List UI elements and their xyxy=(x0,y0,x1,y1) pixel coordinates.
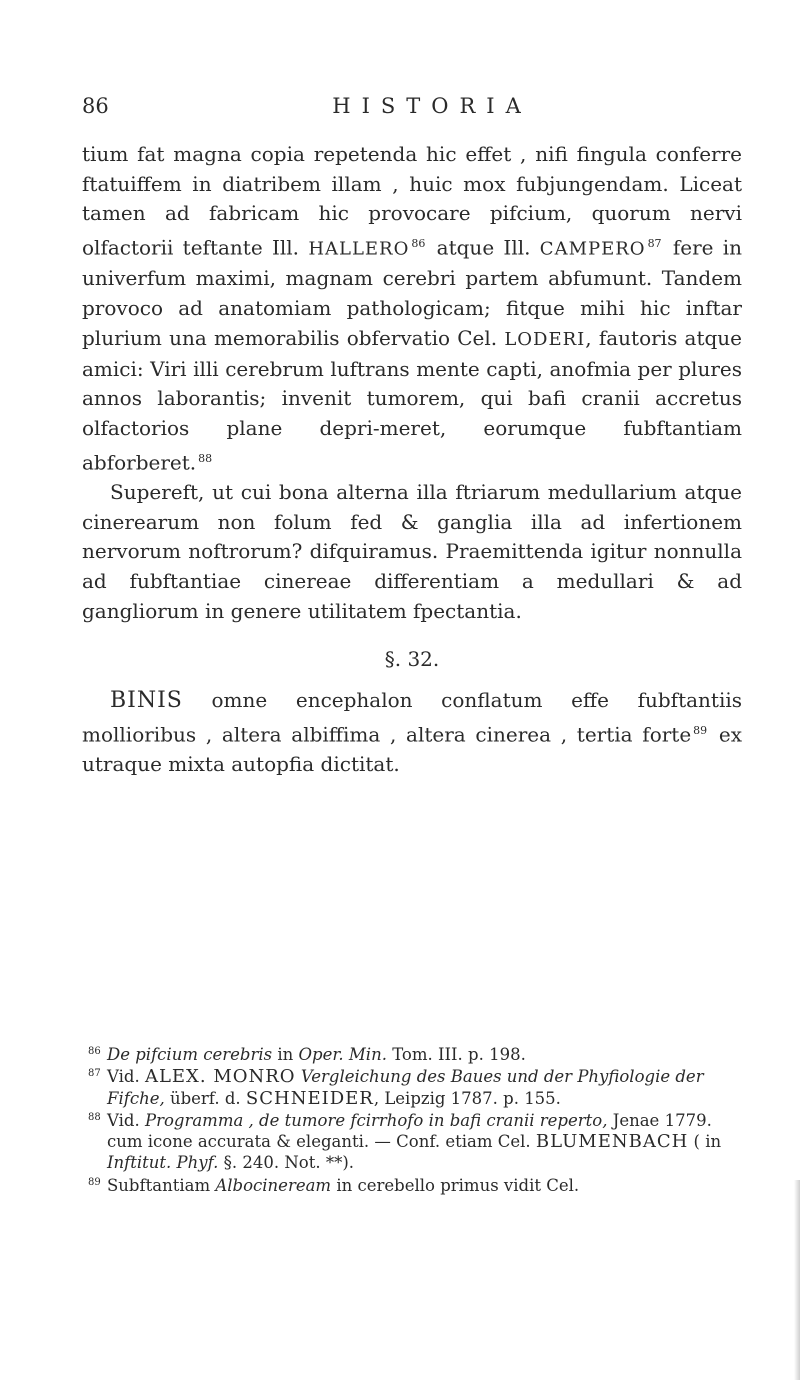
footnote xyxy=(82,1175,742,1196)
author-name: ALEX. MONRO xyxy=(144,1066,296,1088)
text-run: §. 240. Not. **). xyxy=(223,1153,355,1173)
page-edge-shadow xyxy=(794,1180,800,1380)
text-run: Jenae 1779. cum icone accurata & eleganti. — Conf. etiam Cel. xyxy=(107,1110,712,1152)
paragraph-2: Supereft, ut cui bona alterna illa ftriarum medullarium atque cinerearum non folum fed & ganglia illa ad infertionem nervorum noftrorum? difquiramus. Praemittenda igitur nonnulla ad fubftantiae cinereae differentiam a medullari & ad gangliorum in genere utilitatem fpectantia. xyxy=(82,480,742,623)
footnote xyxy=(82,1066,742,1109)
running-head xyxy=(82,94,742,124)
text-run: fere in univerfum maximi, magnam cerebri partem abfumunt. Tandem provoco ad anatomiam pathologicam; fitque mihi hic inftar plurium una memorabilis obfervatio Cel. xyxy=(82,235,743,350)
author-name: BLUMENBACH xyxy=(535,1131,689,1153)
paragraph-1 xyxy=(82,140,742,478)
footnote xyxy=(82,1110,742,1174)
text-run: atque Ill. xyxy=(436,235,531,260)
text-run: , Leipzig 1787. p. 155. xyxy=(373,1088,561,1108)
author-name: CAMPERO xyxy=(539,238,646,260)
text-run: in xyxy=(277,1045,294,1064)
text-run: Tom. III. p. 198. xyxy=(392,1045,526,1064)
footnote-ref: 87 xyxy=(647,237,662,251)
text-run: Subftantiam xyxy=(107,1175,211,1195)
author-name: HALLERO xyxy=(308,238,410,260)
text-run: ex utraque mixta autopfia dictitat. xyxy=(82,722,742,777)
text-run: De pifcium cerebris xyxy=(107,1045,273,1064)
footnote-ref: 89 xyxy=(693,723,708,737)
text-run: Albocineream xyxy=(215,1175,332,1195)
footnote-number: 89 xyxy=(88,1176,101,1188)
text-run: , fautoris atque amici: Viri illi cerebrum luftrans mente capti, anofmia per plures annos laborantis; invenit tumorem, qui bafi cranii accretus olfactorios plane depri-meret, eorumque fubftantiam abforberet. xyxy=(82,325,743,475)
text-run: ( in xyxy=(693,1132,722,1152)
main-text xyxy=(82,140,742,780)
text-run: Vergleichung des Baues und der Phyfiologie der Fifche, xyxy=(107,1067,704,1108)
text-run: überf. d. xyxy=(169,1088,241,1108)
footnote-number: 86 xyxy=(88,1046,101,1057)
author-name: LODERI xyxy=(504,328,586,350)
text-run: Vid. xyxy=(107,1110,140,1130)
author-name: SCHNEIDER xyxy=(245,1087,374,1109)
text-run: tium fat magna copia repetenda hic effet , nifi fingula conferre ftatuiffem in diatribem illam , huic mox fubjungendam. Liceat tamen ad fabricam hic provocare pifcium, quorum nervi olfactorii teftante Ill. xyxy=(82,142,742,260)
footnote-number: 88 xyxy=(88,1111,101,1123)
text-run: Oper. Min. xyxy=(298,1045,387,1064)
text-run: Vid. xyxy=(107,1067,140,1087)
text-run: in cerebello primus vidit Cel. xyxy=(336,1175,580,1195)
text-run: Programma , de tumore fcirrhofo in bafi cranii reperto, xyxy=(144,1110,608,1130)
footnote-number: 87 xyxy=(88,1068,101,1080)
footnote xyxy=(82,1044,742,1065)
paragraph-3 xyxy=(82,686,742,780)
footnote-ref: 88 xyxy=(198,451,213,465)
text-run: omne encephalon conflatum effe fubftantiis mollioribus , altera albiffima , altera cinerea , tertia forte xyxy=(82,688,743,747)
page-number: 86 xyxy=(82,94,109,118)
footnote-ref: 86 xyxy=(411,237,426,251)
text-run: Inftitut. Phyf. xyxy=(107,1153,219,1173)
drop-cap-word: BINIS xyxy=(110,688,183,714)
running-title: HISTORIA xyxy=(332,94,532,118)
footnotes xyxy=(82,1044,742,1197)
section-heading: §. 32. xyxy=(384,646,440,671)
